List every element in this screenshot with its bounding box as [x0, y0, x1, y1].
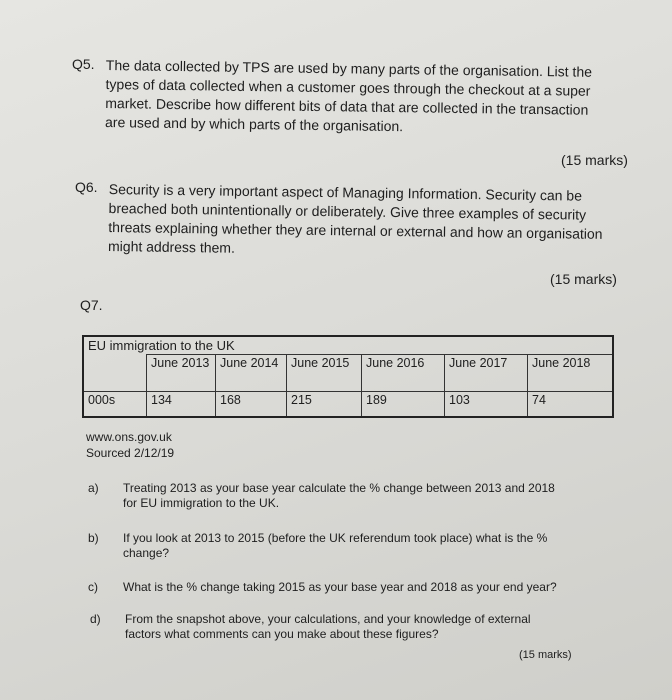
table-header-cell: June 2017: [445, 355, 528, 392]
part-line: factors what comments can you make about these figures?: [125, 627, 439, 641]
table-corner-cell: [83, 355, 147, 392]
part-label: a): [88, 481, 99, 495]
source-url: www.ons.gov.uk: [86, 430, 172, 444]
q7-part-d: [90, 612, 630, 644]
part-label: d): [90, 612, 101, 626]
table-header-cell: June 2016: [362, 355, 445, 392]
part-text: [123, 531, 547, 561]
q6-line: Security is a very important aspect of Managing Information. Security can be: [108, 180, 583, 204]
q5-marks: (15 marks): [561, 152, 628, 168]
eu-immigration-table: [82, 335, 614, 418]
q6-line: might address them.: [107, 237, 236, 256]
part-line: If you look at 2013 to 2015 (before the UK referendum took place) what is the %: [123, 531, 548, 545]
table-header-cell: June 2014: [216, 355, 287, 392]
q5-text: [105, 56, 646, 140]
part-text: [123, 481, 555, 511]
q5-line: market. Describe how different bits of data that are collected in the transaction: [105, 94, 589, 118]
source-date: Sourced 2/12/19: [86, 446, 175, 460]
part-line: Treating 2013 as your base year calculate the % change between 2013 and 2018: [123, 481, 555, 495]
table-header-cell: June 2018: [528, 355, 614, 392]
q5-line: The data collected by TPS are used by many parts of the organisation. List the: [105, 56, 593, 80]
q6-marks: (15 marks): [550, 271, 617, 287]
table-title: EU immigration to the UK: [83, 336, 613, 355]
q7-number: Q7.: [80, 297, 103, 313]
table-cell: 103: [445, 392, 528, 418]
table-row: [83, 392, 613, 418]
table-header-row: [83, 355, 613, 392]
q5-number: Q5.: [72, 56, 95, 72]
table-cell: 74: [528, 392, 614, 418]
part-line: change?: [123, 546, 170, 560]
table-source: [86, 429, 174, 461]
table-row-label: 000s: [83, 392, 147, 418]
table-cell: 168: [216, 392, 287, 418]
part-label: c): [88, 580, 98, 594]
table-cell: 134: [147, 392, 216, 418]
part-line: From the snapshot above, your calculations, and your knowledge of external: [125, 612, 531, 626]
q5-line: types of data collected when a customer goes through the checkout at a super: [105, 75, 591, 99]
q7-part-c: [88, 580, 628, 598]
part-line: for EU immigration to the UK.: [123, 496, 280, 510]
q6-number: Q6.: [75, 179, 98, 195]
q6-line: threats explaining whether they are internal or external and how an organisation: [108, 218, 603, 242]
part-text: [125, 612, 531, 642]
q7-part-b: [88, 531, 628, 563]
q6-text: [108, 180, 639, 263]
part-line: What is the % change taking 2015 as your base year and 2018 as your end year?: [123, 580, 557, 594]
table-header-cell: June 2015: [287, 355, 362, 392]
table-header-cell: June 2013: [147, 355, 216, 392]
q7-marks: (15 marks): [519, 649, 572, 661]
q7-part-a: [88, 481, 628, 513]
part-label: b): [88, 531, 99, 545]
q5-line: are used and by which parts of the organisation.: [104, 113, 404, 135]
table-cell: 189: [362, 392, 445, 418]
part-text: [123, 580, 557, 595]
table-cell: 215: [287, 392, 362, 418]
q6-line: breached both unintentionally or deliberately. Give three examples of security: [108, 199, 587, 223]
